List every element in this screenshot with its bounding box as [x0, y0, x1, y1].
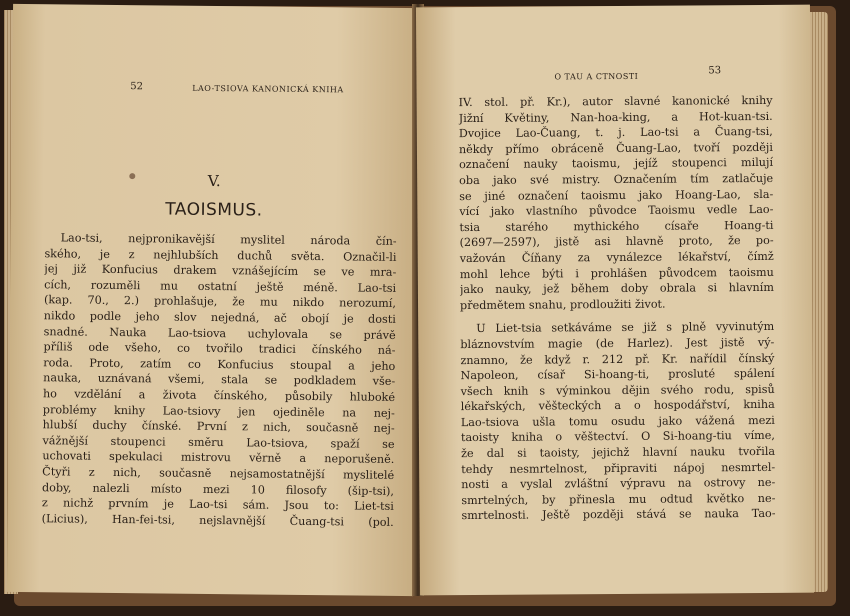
text-line: Lao-tsi, nejpronikavější myslitel národa čín-: [60, 231, 397, 248]
text-line: příliš ode všeho, co tvořilo tradici čínského ná-: [43, 340, 396, 358]
text-line: IV. stol. př. Kr.), autor slavné kanonické knihy: [458, 93, 773, 110]
chapter-number: V.: [207, 171, 221, 191]
text-line: U Liet-tsia setkáváme se již s plně vyvinutým: [476, 320, 775, 336]
text-line: taoisty kniha o věštectví. O Si-hoang-tiu víme,: [460, 429, 775, 445]
text-line: všech knih s výminkou dějin svého rodu, spisů: [460, 382, 775, 398]
chapter-title: TAOISMUS.: [165, 199, 263, 221]
text-line: nosti a vyslal zvláštní výpravu na ostrovy ne-: [461, 476, 776, 492]
text-line: se jiné označení taoismu jako Hoang-Lao, sla-: [459, 187, 774, 203]
text-line: nauka, uznávaná všemi, stala se podkladem vše-: [43, 371, 396, 389]
text-line: jej již Konfucius drakem vznášejícím se ve mra-: [44, 262, 397, 280]
text-line: mohl lehce býti i prohlášen původcem taoismu: [459, 265, 774, 281]
text-line: předmětem snahu, prodloužiti život.: [459, 297, 666, 312]
running-head-left: LAO-TSIOVA KANONICKÁ KNIHA: [192, 83, 344, 95]
text-line: cích, rozuměli mu ostatní ještě méně. Lao-tsi: [44, 278, 397, 295]
text-line: Čtyři z nich, současně nejsamostatnější myslitelé: [42, 465, 395, 482]
text-line: znamno, že když r. 212 př. Kr. nařídil čínský: [460, 351, 775, 367]
text-line: Dvojice Lao-Čuang, t. j. Lao-tsi a Čuang-tsi,: [458, 125, 773, 141]
text-line: že dal si taoisty, jejichž hlavní nauku tvořila: [461, 444, 776, 461]
text-line: (kap. 70., 2.) prohlašuje, že mu nikdo nerozumí,: [43, 293, 397, 311]
text-line: jako nauky, jež během doby obrala si hlavním: [459, 281, 774, 297]
text-line: (2697—2597), jistě asi hlavně proto, že po-: [459, 234, 774, 250]
text-line: oba jako své mistry. Označením tím zatlačuje: [459, 171, 774, 188]
text-line: tsia starého mythického císaře Hoang-ti: [459, 218, 774, 234]
text-line: hlubší duchy čínské. První z nich, současně nej-: [42, 418, 395, 436]
text-line: problémy knihy Lao-tsiovy jen ojediněle na nej-: [42, 402, 395, 420]
running-head-right: O TAU A CTNOSTI: [554, 71, 639, 82]
page-number-right: 53: [708, 65, 722, 77]
text-line: ho vzdělání a života čínského, působily hluboké: [42, 387, 396, 404]
text-line: važován Číňany za vynálezce lékařství, čímž: [459, 249, 774, 266]
text-line: vící jako vlastního původce Taoismu vedle Lao-: [459, 203, 774, 219]
text-line: lékařských, věšteckých a o hospodářství, kniha: [460, 398, 775, 414]
text-line: Jižní Květiny, Nan-hoa-king, a Hot-kuan-tsi.: [458, 109, 773, 125]
text-line: smrtelných, by přinesla mu odtud květko ne-: [461, 491, 776, 507]
right-page-text: [459, 93, 776, 524]
right-page: [416, 5, 814, 596]
text-line: z nichž prvním je Lao-tsi sám. Jsou to: Liet-tsi: [41, 496, 394, 513]
text-line: uchovati spekulaci mistrovu věrně a neporušeně.: [42, 449, 395, 467]
text-line: tehdy nesmrtelnost, připraviti nápoj nesmrtel-: [461, 460, 776, 476]
text-line: někdy přímo obráceně Čuang-Lao, tvoří později: [458, 140, 773, 156]
text-line: doby, nalezli místo mezi 10 filosofy (šip-tsi),: [41, 480, 395, 498]
text-line: smrtelnosti. Ještě později stává se nauka Tao-: [461, 507, 776, 523]
text-line: ského, je z nejhlubších duchů světa. Označil-li: [44, 246, 397, 264]
text-line: bláznovstvím magie (de Harlez). Jest jistě vý-: [460, 335, 775, 351]
text-line: označení nauky taoismu, jejíž stoupenci milují: [459, 156, 774, 172]
left-page-text: [42, 230, 397, 530]
left-page: [7, 4, 419, 596]
text-line: nikdo podle jeho slov nejedná, ač obojí je dosti: [43, 309, 396, 326]
page-number-left: 52: [130, 81, 144, 93]
text-line: Napoleon, císař Si-hoang-ti, prosluté spálení: [460, 366, 775, 383]
text-line: snadné. Nauka Lao-tsiova uchylovala se právě: [43, 324, 396, 342]
text-line: Lao-tsiova ušla tomu osudu jako vážená mezi: [460, 413, 775, 429]
text-line: vážnější stoupenci směru Lao-tsiova, spaží se: [42, 433, 395, 451]
text-line: roda. Proto, zatím co Konfucius stoupal a jeho: [43, 355, 396, 373]
text-line: (Licius), Han-fei-tsi, nejslavnější Čuang-tsi (pol.: [41, 511, 394, 529]
